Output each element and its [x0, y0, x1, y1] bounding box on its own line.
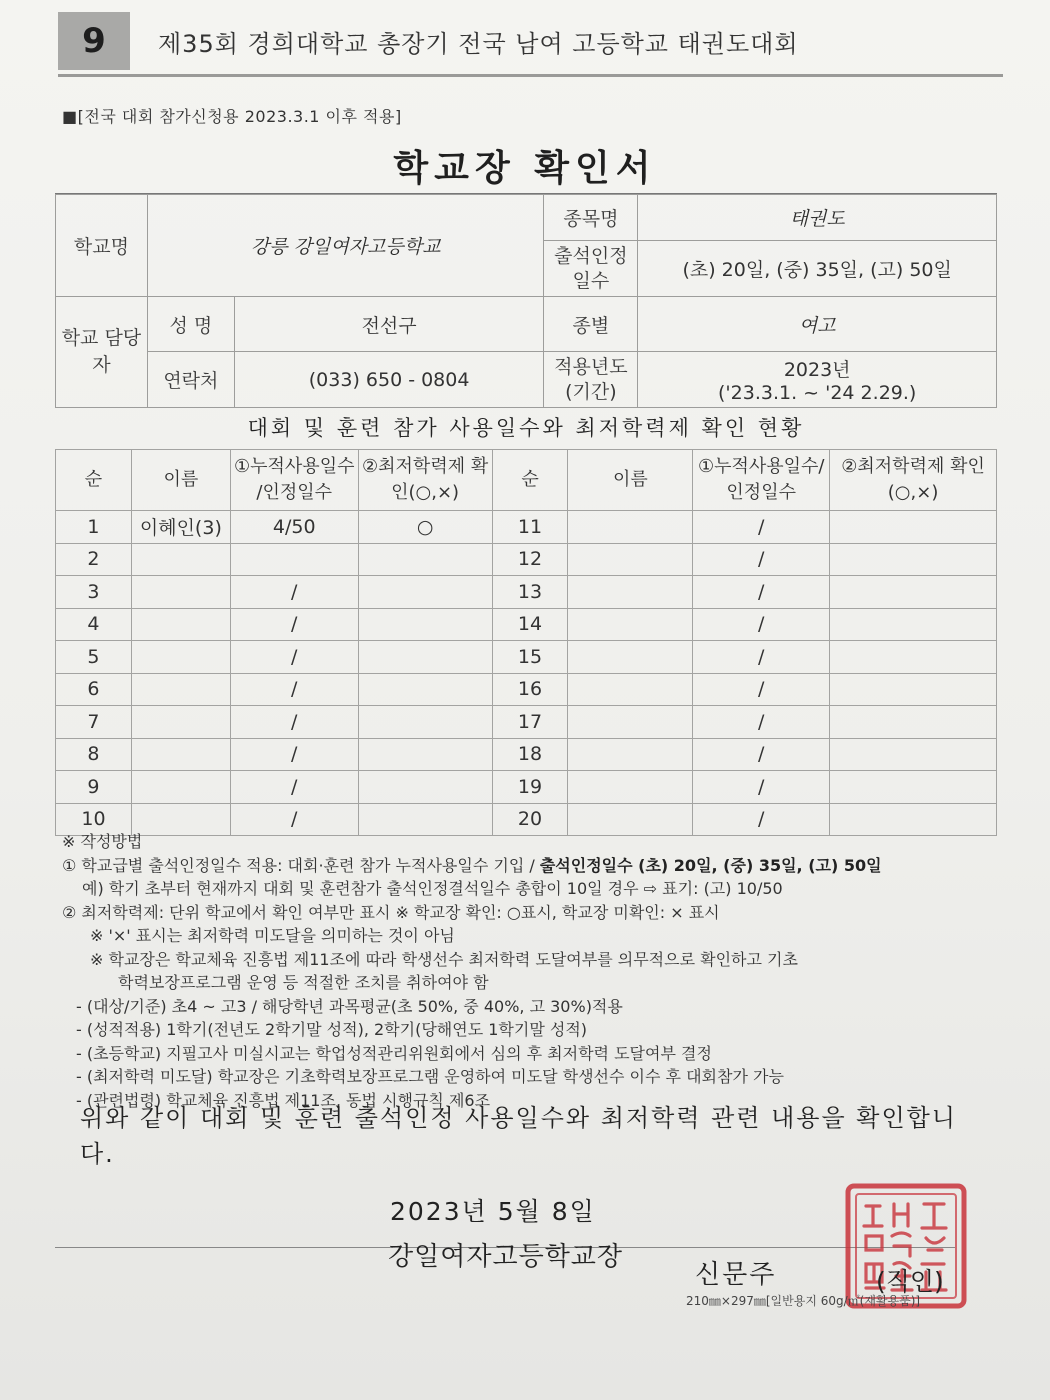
header-name-left: 이름 [131, 450, 230, 511]
days-used-right: / [693, 673, 830, 706]
form-usage-note: ■[전국 대회 참가신청용 2023.3.1 이후 적용] [62, 107, 402, 126]
paper-spec-note: 210㎜×297㎜[일반용지 60g/㎡(재활용품)] [686, 1294, 921, 1308]
page-header [58, 12, 1003, 77]
status-section-title: 대회 및 훈련 참가 사용일수와 최저학력제 확인 현황 [247, 416, 805, 440]
row-number-right: 20 [492, 803, 568, 836]
confirmation-statement: 위와 같이 대회 및 훈련 출석인정 사용일수와 최저학력 관련 내용을 확인합니다. [80, 1104, 957, 1168]
row-number-left: 3 [56, 576, 132, 609]
table-row [56, 641, 997, 674]
days-used-right: / [693, 641, 830, 674]
days-used-left: / [230, 641, 358, 674]
detail-grades: - (성적적용) 1학기(전년도 2학기말 성적), 2학기(당해연도 1학기말 성적) [76, 1020, 588, 1039]
academic-check-right [830, 673, 997, 706]
table-row [56, 771, 997, 804]
detail-law: - (관련법령) 학교체육 진흥법 제11조, 동법 시행규칙 제6조 [76, 1090, 491, 1110]
academic-check-left [358, 641, 492, 674]
days-used-right: / [693, 543, 830, 576]
days-used-left: / [230, 771, 358, 804]
detail-unmet: - (최저학력 미도달) 학교장은 기초학력보장프로그램 운영하여 미도달 학생선수 이수 후 대회참가 가능 [76, 1067, 784, 1086]
days-used-left: / [230, 608, 358, 641]
table-row [56, 576, 997, 609]
row-number-left: 1 [56, 511, 132, 544]
header-name-right: 이름 [568, 450, 693, 511]
row-number-right: 11 [492, 511, 568, 544]
principal-name: 신문주 [695, 1260, 777, 1290]
staff-name-value: 전선구 [234, 297, 544, 352]
table-row [56, 706, 997, 739]
academic-check-left [358, 738, 492, 771]
header-days-left: ①누적사용일수 /인정일수 [230, 450, 358, 511]
table-row [56, 673, 997, 706]
note-1-bold: 출석인정일수 (초) 20일, (중) 35일, (고) 50일 [539, 855, 882, 875]
student-name-right [568, 706, 693, 739]
row-number-left: 7 [56, 706, 132, 739]
contact-value: (033) 650 - 0804 [234, 352, 544, 408]
competition-title: 제35회 경희대학교 총장기 전국 남여 고등학교 태권도대회 [158, 30, 799, 58]
row-number-left: 6 [56, 673, 132, 706]
student-roster-table [55, 449, 997, 836]
student-name-right [568, 576, 693, 609]
days-used-right: / [693, 803, 830, 836]
academic-check-right [830, 608, 997, 641]
student-name-left: 이혜인(3) [131, 511, 230, 544]
days-used-left: / [230, 576, 358, 609]
academic-check-left [358, 608, 492, 641]
header-no-right: 순 [492, 450, 568, 511]
student-name-right [568, 511, 693, 544]
row-number-right: 17 [492, 706, 568, 739]
note-2-principal-duty-cont: 학력보장프로그램 운영 등 적절한 조치를 취하여야 함 [118, 973, 489, 992]
student-name-left [131, 576, 230, 609]
academic-check-right [830, 511, 997, 544]
note-1-example: 예) 학기 초부터 현재까지 대회 및 훈련참가 출석인정결석일수 총합이 10일 경우 ⇨ 표기: (고) 10/50 [82, 879, 783, 898]
days-used-left: / [230, 738, 358, 771]
signature-date: 2023년 5월 8일 [390, 1197, 596, 1226]
academic-check-right [830, 738, 997, 771]
table-row [56, 511, 997, 544]
academic-check-left [358, 706, 492, 739]
days-used-right: / [693, 771, 830, 804]
days-used-right: / [693, 608, 830, 641]
seal-label: (직인) [876, 1267, 944, 1296]
row-number-left: 9 [56, 771, 132, 804]
note-2-x-meaning: ※ '×' 표시는 최저학력 미도달을 의미하는 것이 아님 [90, 926, 455, 945]
student-name-left [131, 706, 230, 739]
table-row [56, 608, 997, 641]
row-number-left: 10 [56, 803, 132, 836]
detail-target: - (대상/기준) 초4 ~ 고3 / 해당학년 과목평균(초 50%, 중 40%, 고 30%)적용 [76, 996, 623, 1016]
table-row [56, 738, 997, 771]
student-name-left [131, 738, 230, 771]
academic-check-right [830, 706, 997, 739]
contact-label: 연락처 [147, 352, 234, 408]
academic-check-right [830, 641, 997, 674]
row-number-right: 16 [492, 673, 568, 706]
days-used-right: / [693, 706, 830, 739]
note-2-principal-duty: ※ 학교장은 학교체육 진흥법 제11조에 따라 학생선수 최저학력 도달여부를 의무적으로 확인하고 기초 [90, 949, 798, 969]
writing-instructions [62, 830, 982, 1112]
academic-check-right [830, 576, 997, 609]
row-number-right: 18 [492, 738, 568, 771]
academic-check-left [358, 673, 492, 706]
student-name-right [568, 543, 693, 576]
school-info-table [55, 194, 997, 408]
academic-check-right [830, 543, 997, 576]
applied-year-label: 적용년도 (기간) [544, 352, 638, 408]
roster-body [56, 511, 997, 836]
category-value: 여고 [638, 297, 997, 352]
row-number-right: 15 [492, 641, 568, 674]
academic-check-left [358, 576, 492, 609]
days-used-right: / [693, 511, 830, 544]
days-used-left: / [230, 673, 358, 706]
attendance-days-label: 출석인정 일수 [544, 241, 638, 297]
event-value: 태권도 [638, 195, 997, 241]
student-name-left [131, 771, 230, 804]
student-name-left [131, 673, 230, 706]
attendance-days-value: (초) 20일, (중) 35일, (고) 50일 [638, 241, 997, 297]
days-used-left: / [230, 706, 358, 739]
row-number-right: 12 [492, 543, 568, 576]
note-2: ② 최저학력제: 단위 학교에서 확인 여부만 표시 ※ 학교장 확인: ○표시, 학교장 미확인: × 표시 [62, 902, 720, 922]
row-number-left: 2 [56, 543, 132, 576]
row-number-left: 8 [56, 738, 132, 771]
event-label: 종목명 [544, 195, 638, 241]
applied-year-cell [638, 352, 997, 408]
table-row [56, 543, 997, 576]
row-number-left: 5 [56, 641, 132, 674]
staff-name-label: 성 명 [147, 297, 234, 352]
student-name-left [131, 641, 230, 674]
days-used-left: 4/50 [230, 511, 358, 544]
note-1 [62, 854, 982, 878]
days-used-left [230, 543, 358, 576]
student-name-right [568, 641, 693, 674]
school-name-value: 강릉 강일여자고등학교 [147, 195, 544, 297]
days-used-right: / [693, 738, 830, 771]
header-check-right: ②최저학력제 확인(○,×) [830, 450, 997, 511]
principal-title: 강일여자고등학교장 [388, 1242, 624, 1272]
row-number-right: 19 [492, 771, 568, 804]
student-name-right [568, 673, 693, 706]
note-1-text: ① 학교급별 출석인정일수 적용: 대회·훈련 참가 누적사용일수 기입 / [62, 855, 540, 875]
header-no-left: 순 [56, 450, 132, 511]
days-used-right: / [693, 576, 830, 609]
applied-year-value: 2023년 [783, 359, 851, 381]
school-name-label: 학교명 [56, 195, 148, 297]
academic-check-left [358, 543, 492, 576]
category-label: 종별 [544, 297, 638, 352]
row-number-right: 14 [492, 608, 568, 641]
academic-check-left: ○ [358, 511, 492, 544]
student-name-right [568, 771, 693, 804]
header-days-right: ①누적사용일수/ 인정일수 [693, 450, 830, 511]
notes-heading: ※ 작성방법 [62, 832, 143, 851]
document-title: 학교장 확인서 [393, 148, 657, 189]
row-number-left: 4 [56, 608, 132, 641]
applied-period-value: ('23.3.1. ~ '24 2.29.) [718, 382, 917, 404]
detail-elementary: - (초등학교) 지필고사 미실시교는 학업성적관리위원회에서 심의 후 최저학력 도달여부 결정 [76, 1043, 712, 1063]
student-name-left [131, 608, 230, 641]
academic-check-right [830, 771, 997, 804]
header-check-left: ②최저학력제 확인(○,×) [358, 450, 492, 511]
page-number: 9 [58, 12, 130, 70]
days-used-left: / [230, 803, 358, 836]
student-name-left [131, 543, 230, 576]
row-number-right: 13 [492, 576, 568, 609]
student-name-right [568, 738, 693, 771]
student-name-right [568, 608, 693, 641]
school-staff-label: 학교 담당자 [56, 297, 148, 408]
academic-check-left [358, 771, 492, 804]
